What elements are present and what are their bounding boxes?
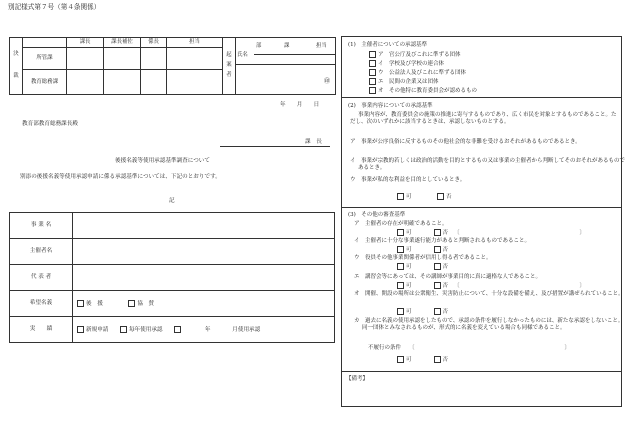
s2-item-b: イ 事業が宗教的若しくは政治的活動を目的とするもの又は事業の主催者から判断してそのおそれがあるものであるとき。 bbox=[350, 158, 626, 171]
stamp-cell[interactable] bbox=[104, 48, 141, 69]
checkbox[interactable] bbox=[369, 78, 376, 85]
event-name-field[interactable] bbox=[73, 213, 335, 239]
s2-judge: 可 否 bbox=[397, 193, 452, 201]
checkbox[interactable] bbox=[77, 326, 84, 333]
requested-label: 希望名義 bbox=[10, 291, 73, 317]
sai-char: 裁 bbox=[13, 73, 19, 79]
kian-cell bbox=[236, 38, 336, 95]
s3-judge-d: 可 否 〔 〕 bbox=[397, 282, 585, 290]
checkbox[interactable] bbox=[77, 300, 84, 307]
col-header: 課長補佐 bbox=[104, 38, 141, 48]
stamp-cell[interactable] bbox=[167, 69, 223, 94]
s2-item-c: ウ 事業が私的な利益を目的としているとき。 bbox=[350, 177, 466, 183]
organizer-field[interactable] bbox=[73, 239, 335, 265]
intro-text: 別添の後援名義等使用承認申請に係る承認基準については、下記のとおりです。 bbox=[20, 174, 221, 180]
checkbox[interactable] bbox=[434, 263, 441, 270]
organizer-label: 主催者名 bbox=[10, 239, 73, 265]
name-label: 氏名 bbox=[237, 52, 248, 58]
checkbox[interactable] bbox=[397, 282, 404, 289]
applicant-rule bbox=[220, 146, 330, 147]
checkbox[interactable] bbox=[397, 246, 404, 253]
kian-section: 課 bbox=[284, 43, 290, 49]
col-header: 課長 bbox=[67, 38, 104, 48]
section-other bbox=[342, 208, 624, 372]
s1-item: ア 官公庁及びこれに準ずる団体 bbox=[369, 51, 461, 59]
stamp-cell[interactable] bbox=[67, 48, 104, 69]
ketsusai-cell bbox=[10, 38, 23, 95]
s3-judge-b: 可 否 bbox=[397, 246, 448, 254]
opt-sponsor: 協 賛 bbox=[137, 300, 155, 307]
s3-item-c: ウ 役員その他事業関係者が信用し得る者であること。 bbox=[354, 255, 492, 261]
checkbox[interactable] bbox=[437, 193, 444, 200]
ki-mark: 記 bbox=[169, 198, 175, 204]
col-header: 係長 bbox=[141, 38, 167, 48]
checkbox[interactable] bbox=[434, 356, 441, 363]
s2-item-a: ア 事業が公序良俗に反するものその他社会的な非難を受けるおそれがあるものであるとき。 bbox=[350, 139, 581, 145]
row-label: 教育総務課 bbox=[23, 69, 67, 94]
kian-dept: 部 bbox=[256, 43, 262, 49]
s3-judge-e: 可 否 bbox=[397, 308, 448, 316]
s3-condition: 不履行の条件 〔 〕 bbox=[368, 345, 571, 351]
checkbox[interactable] bbox=[369, 87, 376, 94]
checkbox[interactable] bbox=[369, 51, 376, 58]
record-field bbox=[73, 317, 335, 343]
name-rule bbox=[254, 54, 335, 55]
kian-divider bbox=[236, 64, 335, 65]
section-organizer bbox=[342, 37, 621, 98]
s3-item-b: イ 主催者に十分な事業遂行能力があると判断されるものであること。 bbox=[354, 238, 531, 244]
s3-title: (3) その他の審査基準 bbox=[348, 212, 406, 218]
s3-item-f: カ 過去に名義の使用承認をしたもので、承認の条件を履行しなかったものには、新たな承認をしないこと。同一団体とみなされるものが、形式的に名義を変えている場合も同様であること。 bbox=[354, 318, 624, 331]
checkbox[interactable] bbox=[397, 263, 404, 270]
stamp-cell[interactable] bbox=[141, 48, 167, 69]
checkbox[interactable] bbox=[174, 326, 181, 333]
ketsu-char: 決 bbox=[13, 51, 19, 58]
opt-month: 月使用承認 bbox=[232, 326, 261, 333]
checkbox[interactable] bbox=[434, 282, 441, 289]
form-header: 別記様式第７号（第４条関係） bbox=[8, 3, 101, 11]
representative-label: 代 表 者 bbox=[10, 265, 73, 291]
applicant-title: 課 長 bbox=[305, 139, 322, 145]
opt-annual: 毎年使用承認 bbox=[128, 326, 163, 333]
checkbox[interactable] bbox=[397, 193, 404, 200]
s3-judge-c: 可 否 bbox=[397, 263, 448, 271]
s3-item-a: ア 主催者の存在が明確であること。 bbox=[354, 221, 448, 227]
addressee: 教育部教育総務課長殿 bbox=[22, 121, 78, 127]
checkbox[interactable] bbox=[369, 60, 376, 67]
checkbox[interactable] bbox=[369, 69, 376, 76]
doc-title: 後援名義等使用承認基準調査について bbox=[115, 158, 210, 164]
opt-year: 年 bbox=[204, 326, 211, 333]
stamp-cell[interactable] bbox=[167, 48, 223, 69]
s1-item: エ 民間の企業又は団体 bbox=[369, 78, 439, 86]
main-table bbox=[9, 212, 335, 343]
checkbox[interactable] bbox=[434, 229, 441, 236]
s3-judge-f: 可 否 bbox=[397, 356, 448, 364]
kian-staff: 担当 bbox=[316, 43, 327, 49]
stamp-cell[interactable] bbox=[67, 69, 104, 94]
seal-mark: ㊞ bbox=[324, 78, 331, 85]
checkbox[interactable] bbox=[397, 308, 404, 315]
opt-new: 新規申請 bbox=[86, 326, 109, 333]
remarks-label: 【備考】 bbox=[346, 376, 369, 382]
section-content bbox=[342, 98, 626, 208]
checkbox[interactable] bbox=[128, 300, 135, 307]
s2-title: (2) 事業内容についての承認基準 bbox=[348, 103, 433, 109]
requested-field bbox=[73, 291, 335, 317]
criteria-panel bbox=[341, 36, 626, 407]
approval-table bbox=[9, 37, 336, 95]
opt-support: 後 援 bbox=[86, 300, 103, 307]
s3-item-e: オ 開催、開設の場所は公衆衛生、災害防止について、十分な設備を備え、及び措置が講ぜられていること。 bbox=[354, 291, 624, 297]
s3-judge-a: 可 否 〔 〕 bbox=[397, 229, 585, 237]
corner-cell bbox=[23, 38, 67, 48]
kian-label: 起 案 者 bbox=[223, 38, 236, 95]
s1-item: ウ 公益法人及びこれに準ずる団体 bbox=[369, 69, 466, 77]
s1-item: オ その他特に教育委員会が認めるもの bbox=[369, 87, 477, 95]
date-line: 年 月 日 bbox=[280, 102, 320, 108]
s1-item: イ 学校及び学校の連合体 bbox=[369, 60, 444, 68]
stamp-cell[interactable] bbox=[141, 69, 167, 94]
representative-field[interactable] bbox=[73, 265, 335, 291]
stamp-cell[interactable] bbox=[104, 69, 141, 94]
s2-body: 事業内容が、教育委員会の施策の推進に寄与するものであり、広く市民を対象とするものであること。ただし、次のいずれかに該当するときは、承認しないものとする。 bbox=[350, 112, 617, 125]
checkbox[interactable] bbox=[397, 356, 404, 363]
s1-title: (1) 主催者についての承認基準 bbox=[348, 42, 428, 48]
row-label: 所管課 bbox=[23, 48, 67, 69]
checkbox[interactable] bbox=[434, 308, 441, 315]
checkbox[interactable] bbox=[120, 326, 127, 333]
checkbox[interactable] bbox=[397, 229, 404, 236]
s3-item-d: エ 講習会等にあっては、その講師が事業目的に真に適格な人であること。 bbox=[354, 274, 541, 280]
record-label: 実 績 bbox=[10, 317, 73, 343]
event-name-label: 事 業 名 bbox=[10, 213, 73, 239]
col-header: 担当 bbox=[167, 38, 223, 48]
checkbox[interactable] bbox=[434, 246, 441, 253]
